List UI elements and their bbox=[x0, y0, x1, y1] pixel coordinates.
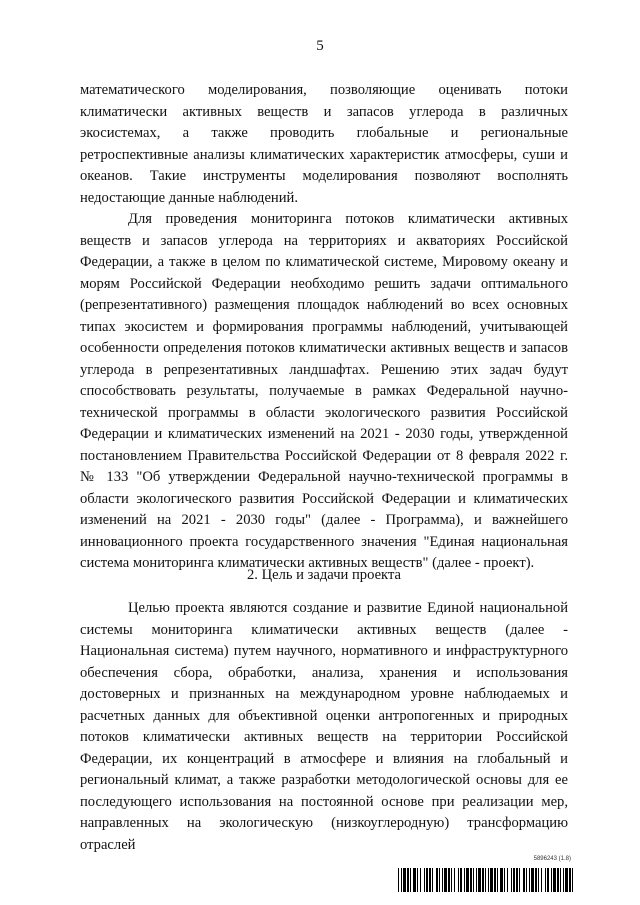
paragraph-monitoring: Для проведения мониторинга потоков климатически активных веществ и запасов углерода на территориях и акваториях Российской Федерации, а также в целом по климатической системе, Мировому океану и морям Российской Федерации необходимо решить задачи оптимального (репрезентативного) размещения площадок наблюдений во всех основных типах экосистем и формирования программы наблюдений, учитывающей особенности определения потоков климатически активных веществ и запасов углерода в репрезентативных ландшафтах. Решению этих задач будут способствовать результаты, получаемые в рамках Федеральной научно-технической программы в области экологического развития Российской Федерации и климатических изменений на 2021 - 2030 годы, утвержденной постановлением Правительства Российской Федерации от 8 февраля 2022 г. № 133 "Об утверждении Федеральной научно-технической программы в области экологического развития Российской Федерации и климатических изменений на 2021 - 2030 годы" (далее - Программа), и важнейшего инновационного проекта государственного значения "Единая национальная система мониторинга климатически активных веществ" (далее - проект). bbox=[80, 211, 568, 571]
paragraph-continuation: математического моделирования, позволяющие оценивать потоки климатически активных веществ и запасов углерода в различных экосистемах, а также проводить глобальные и региональные ретроспективные анализы климатических характеристик атмосферы, суши и океанов. Такие инструменты моделирования позволяют восполнять недостающие данные наблюдений. bbox=[80, 82, 568, 206]
body-text-bottom bbox=[80, 598, 568, 856]
section-heading: 2. Цель и задачи проекта bbox=[246, 567, 401, 583]
barcode-icon bbox=[398, 868, 573, 892]
paragraph-project-goal: Целью проекта являются создание и развитие Единой национальной системы мониторинга климатически активных веществ (далее - Национальная система) путем научного, нормативного и инфраструктурного обеспечения сбора, обработки, анализа, хранения и использования достоверных и признанных на международном уровне наблюдаемых и расчетных данных для объективной оценки антропогенных и природных потоков климатически активных веществ на территории Российской Федерации, их концентраций в атмосфере и влияния на глобальный и региональный климат, а также разработки методологической основы для ее последующего использования на постоянной основе при реализации мер, направленных на экологическую (низкоуглеродную) трансформацию отраслей bbox=[80, 600, 568, 853]
page-number: 5 bbox=[316, 38, 324, 54]
document-code: 5896243 (1.8) bbox=[533, 856, 571, 862]
body-text-top bbox=[80, 80, 568, 575]
document-barcode bbox=[398, 856, 573, 892]
